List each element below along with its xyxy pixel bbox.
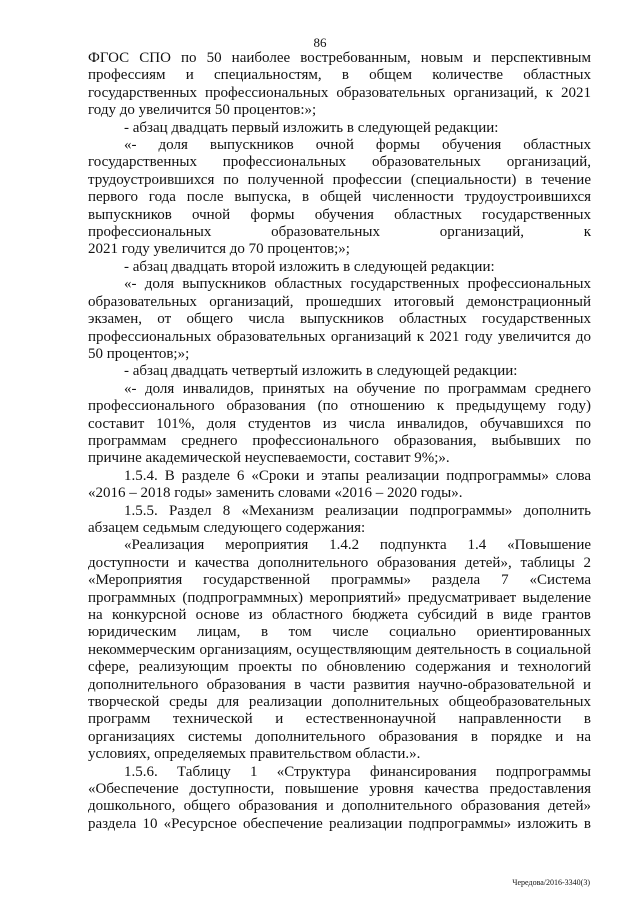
text-line: - абзац двадцать второй изложить в следующей редакции: (124, 258, 495, 275)
text-line: программ технической и естественнонаучной направленности в (88, 711, 591, 728)
text-line: образовательных организаций, прошедших итоговый демонстрационный (88, 293, 591, 310)
footer-code: Чередова/2016-3340(3) (512, 878, 590, 887)
text-line: 2021 году увеличится до 70 процентов;»; (88, 241, 350, 258)
page-number: 86 (313, 35, 327, 50)
text-line: профессиональных образовательных организаций к 2021 году увеличится до (88, 328, 591, 345)
text-line: экзамен, от общего числа выпускников областных государственных (88, 311, 591, 328)
text-line: 1.5.6. Таблицу 1 «Структура финансирования подпрограммы (124, 763, 591, 780)
text-line: ФГОС СПО по 50 наиболее востребованным, новым и перспективным (88, 50, 591, 66)
text-line: 1.5.4. В разделе 6 «Сроки и этапы реализации подпрограммы» слова (124, 467, 591, 484)
text-line: государственных профессиональных образовательных организаций, к 2021 (88, 84, 591, 101)
text-line: профессиям и специальностям, в общем количестве областных (88, 67, 591, 84)
text-line: - абзац двадцать первый изложить в следующей редакции: (124, 119, 499, 136)
text-line: 50 процентов;»; (88, 345, 190, 362)
text-line: «- доля выпускников областных государственных профессиональных (124, 276, 591, 293)
text-line: «2016 – 2018 годы» заменить словами «2016 – 2020 годы». (88, 485, 463, 502)
text-line: на конкурсной основе из областного бюджета субсидий в виде грантов (88, 607, 591, 623)
text-line: «- доля инвалидов, принятых на обучение по программам среднего (124, 380, 591, 397)
text-line: первого года после выпуска, в общей численности трудоустроившихся (88, 189, 591, 206)
text-line: организациях системы дополнительного образования в порядке и на (88, 728, 591, 745)
text-line: некоммерческим организациям, осуществляющим деятельность в социальной (88, 641, 591, 658)
text-line: году до увеличится 50 процентов:»; (88, 102, 317, 119)
text-line: «Обеспечение доступности, повышение уровня качества предоставления (88, 781, 591, 798)
text-line: программных (подпрограммных) мероприятий» предусматривает выделение (88, 589, 591, 606)
text-line: трудоустроившихся по полученной профессии (специальности) в течение (88, 171, 591, 188)
text-line: «Мероприятия государственной программы» раздела 7 «Система (88, 572, 591, 589)
text-line: программам среднего профессионального образования, выбывших по (88, 432, 591, 449)
text-line: 1.5.5. Раздел 8 «Механизм реализации подпрограммы» дополнить (124, 502, 591, 519)
text-line: причине академической неуспеваемости, составит 9%;». (88, 450, 450, 467)
text-line: творческой среды для реализации дополнительных общеобразовательных (88, 694, 591, 711)
text-line: абзацем седьмым следующего содержания: (88, 519, 366, 536)
text-line: выпускников очной формы обучения областных государственных (88, 206, 591, 223)
text-line: «- доля выпускников очной формы обучения областных (124, 137, 591, 154)
text-line: условиях, определяемых правительством области.». (88, 746, 421, 763)
text-line: «Реализация мероприятия 1.4.2 подпункта 1.4 «Повышение (124, 537, 591, 554)
text-line: - абзац двадцать четвертый изложить в следующей редакции: (124, 363, 518, 380)
text-line: юридическим лицам, в том числе социально ориентированных (88, 624, 591, 641)
text-line: составит 101%, доля студентов из числа инвалидов, обучавшихся по (88, 415, 591, 432)
body-text (88, 50, 591, 833)
text-line: раздела 10 «Ресурсное обеспечение реализации подпрограммы» изложить в (88, 815, 591, 832)
text-line: профессиональных образовательных организаций, к (88, 224, 591, 241)
text-line: государственных профессиональных образовательных организаций, (88, 154, 591, 171)
text-line: дополнительного образования в части развития научно-образовательной и (88, 676, 591, 693)
text-line: дошкольного, общего образования и дополнительного образования детей» (88, 798, 591, 815)
text-line: сфере, реализующим проекты по обновлению содержания и технологий (88, 659, 591, 676)
text-line: профессионального образования (по отношению к предыдущему году) (88, 398, 591, 415)
text-line: доступности и качества дополнительного образования детей», таблицы 2 (88, 554, 591, 571)
